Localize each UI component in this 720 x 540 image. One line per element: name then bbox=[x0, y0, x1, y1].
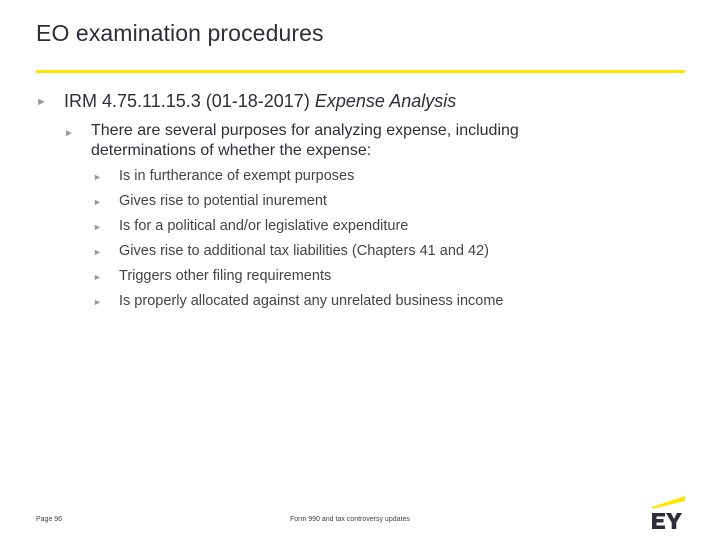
ey-logo-letter-y bbox=[666, 513, 682, 529]
bullet-arrow-icon: ► bbox=[93, 172, 102, 182]
ey-logo-letter-e bbox=[652, 513, 665, 529]
ey-logo-beam bbox=[652, 496, 685, 509]
footer-page-number: Page 96 bbox=[36, 516, 63, 523]
list-item-text: Gives rise to additional tax liabilities (Chapters 41 and 42) bbox=[119, 243, 489, 259]
ey-logo bbox=[649, 496, 685, 530]
bullet-arrow-icon: ► bbox=[93, 272, 102, 282]
bullet-arrow-icon: ► bbox=[64, 128, 74, 139]
title-underline bbox=[36, 70, 685, 73]
list-item-text: Is properly allocated against any unrelated business income bbox=[119, 293, 504, 309]
bullet-level2-text: There are several purposes for analyzing expense, including determinations of whether the expense: bbox=[91, 122, 519, 159]
bullet-level1-italic: Expense Analysis bbox=[314, 91, 457, 111]
bullet-arrow-icon: ► bbox=[93, 297, 102, 307]
footer-caption: Form 990 and tax controversy updates bbox=[290, 516, 410, 523]
list-item bbox=[93, 293, 503, 318]
list-item bbox=[93, 218, 503, 243]
list-item bbox=[93, 193, 503, 218]
bullet-level2 bbox=[64, 121, 624, 161]
list-item bbox=[93, 243, 503, 268]
bullet-level1-plain: IRM 4.75.11.15.3 (01-18-2017) bbox=[64, 91, 315, 111]
bullet-level1-text bbox=[64, 91, 456, 112]
list-item bbox=[93, 268, 503, 293]
list-item bbox=[93, 168, 503, 193]
sub-bullet-list bbox=[93, 168, 503, 318]
list-item-text: Triggers other filing requirements bbox=[119, 268, 332, 284]
bullet-arrow-icon: ► bbox=[36, 96, 47, 108]
bullet-level1 bbox=[36, 91, 456, 112]
bullet-arrow-icon: ► bbox=[93, 197, 102, 207]
bullet-arrow-icon: ► bbox=[93, 247, 102, 257]
list-item-text: Is in furtherance of exempt purposes bbox=[119, 168, 355, 184]
slide-title: EO examination procedures bbox=[36, 20, 324, 46]
list-item-text: Is for a political and/or legislative expenditure bbox=[119, 218, 409, 234]
bullet-arrow-icon: ► bbox=[93, 222, 102, 232]
list-item-text: Gives rise to potential inurement bbox=[119, 193, 327, 209]
